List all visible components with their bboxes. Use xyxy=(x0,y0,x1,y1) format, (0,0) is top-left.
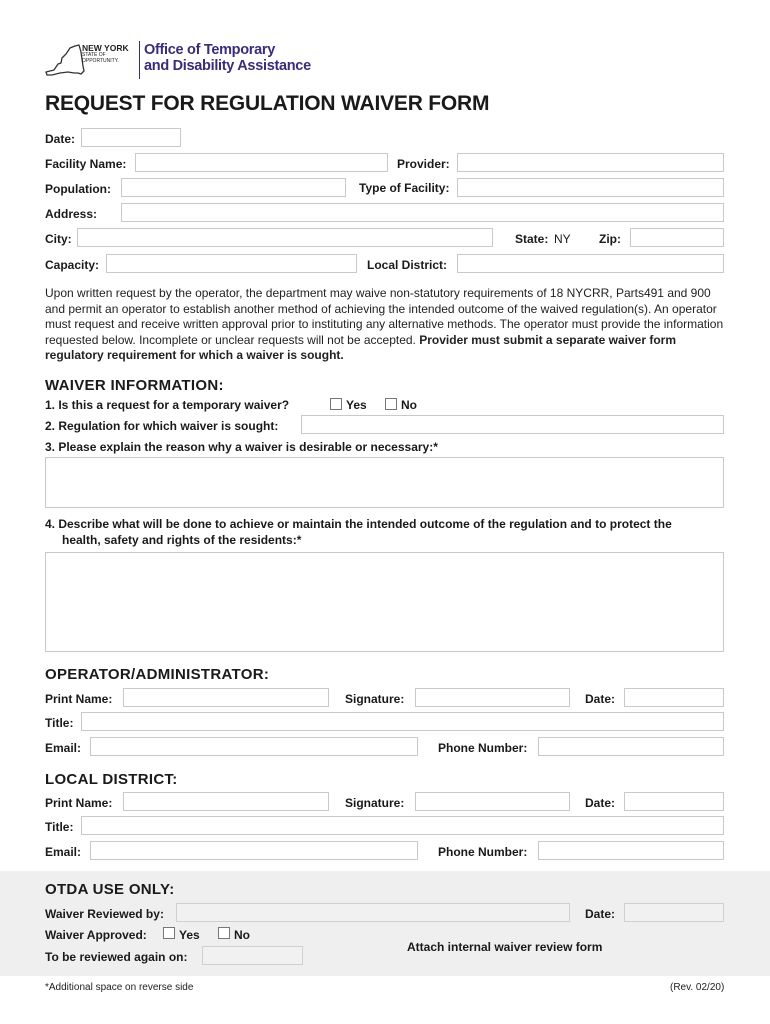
district-title-field[interactable] xyxy=(81,816,724,835)
operator-date-input[interactable] xyxy=(625,689,723,706)
form-title: REQUEST FOR REGULATION WAIVER FORM xyxy=(45,92,490,115)
q2-label: 2. Regulation for which waiver is sought: xyxy=(45,419,279,433)
approved-no-label: No xyxy=(234,928,250,942)
approved-yes-checkbox[interactable] xyxy=(163,927,175,939)
operator-phone-field[interactable] xyxy=(538,737,724,756)
city-field[interactable] xyxy=(77,228,493,247)
waiver-information-heading: WAIVER INFORMATION: xyxy=(45,377,224,394)
reviewed-by-label: Waiver Reviewed by: xyxy=(45,907,164,921)
instructions-paragraph xyxy=(45,286,730,364)
operator-email-field[interactable] xyxy=(90,737,418,756)
district-date-field[interactable] xyxy=(624,792,724,811)
capacity-input[interactable] xyxy=(107,255,356,272)
provider-label: Provider: xyxy=(397,157,450,171)
district-print-name-field[interactable] xyxy=(123,792,329,811)
otda-date-label: Date: xyxy=(585,907,616,921)
operator-print-name-label: Print Name: xyxy=(45,692,113,706)
state-label: State: xyxy=(515,232,549,246)
attach-review-form-note: Attach internal waiver review form xyxy=(407,940,603,954)
temporary-yes-checkbox[interactable] xyxy=(330,398,342,410)
waiver-approved-label: Waiver Approved: xyxy=(45,928,147,942)
district-email-field[interactable] xyxy=(90,841,418,860)
state-line-3: OPPORTUNITY. xyxy=(82,58,119,64)
facility-name-input[interactable] xyxy=(136,154,387,171)
population-label: Population: xyxy=(45,182,111,196)
type-of-facility-field[interactable] xyxy=(457,178,724,197)
zip-input[interactable] xyxy=(631,229,723,246)
operator-print-name-input[interactable] xyxy=(124,689,328,706)
operator-phone-input[interactable] xyxy=(539,738,723,755)
city-label: City: xyxy=(45,232,72,246)
agency-logo xyxy=(44,40,314,82)
instructions-text: Upon written request by the operator, the department may waive non-statutory requirements of 18 NYCRR, Parts491 and 900 and permit an operator to establish another method of achieving the intended outcome of the waived regulation(s). An operator must request and receive written approval prior to instituting any alternative methods. The operator must provide the information requested below. Incomplete or unclear requests will not be accepted. xyxy=(45,286,724,347)
local-district-field[interactable] xyxy=(457,254,724,273)
district-phone-field[interactable] xyxy=(538,841,724,860)
revision-label: (Rev. 02/20) xyxy=(670,982,725,993)
district-signature-input[interactable] xyxy=(416,793,569,810)
provider-field[interactable] xyxy=(457,153,724,172)
district-print-name-label: Print Name: xyxy=(45,796,113,810)
footer-note: *Additional space on reverse side xyxy=(45,982,194,993)
local-district-heading: LOCAL DISTRICT: xyxy=(45,771,178,788)
operator-heading: OPERATOR/ADMINISTRATOR: xyxy=(45,666,270,683)
q1-label: 1. Is this a request for a temporary waiver? xyxy=(45,398,290,412)
otda-heading: OTDA USE ONLY: xyxy=(45,881,175,898)
operator-title-field[interactable] xyxy=(81,712,724,731)
agency-line-1: Office of Temporary xyxy=(144,42,276,58)
agency-wordmark xyxy=(144,42,311,74)
date-input[interactable] xyxy=(82,129,180,146)
operator-signature-field[interactable] xyxy=(415,688,570,707)
district-title-input[interactable] xyxy=(82,817,723,834)
district-print-name-input[interactable] xyxy=(124,793,328,810)
q4-label-line2: health, safety and rights of the residents:* xyxy=(62,533,302,547)
date-label: Date: xyxy=(45,132,76,146)
provider-input[interactable] xyxy=(458,154,723,171)
instructions-bold-text: Provider must submit a separate waiver form regulatory requirement for which a waiver is sought. xyxy=(45,332,676,362)
operator-print-name-field[interactable] xyxy=(123,688,329,707)
district-signature-field[interactable] xyxy=(415,792,570,811)
type-of-facility-label: Type of Facility: xyxy=(359,181,450,195)
temporary-no-checkbox[interactable] xyxy=(385,398,397,410)
regulation-input[interactable] xyxy=(302,416,723,433)
review-again-label: To be reviewed again on: xyxy=(45,950,188,964)
zip-field[interactable] xyxy=(630,228,724,247)
reason-textarea[interactable] xyxy=(45,457,724,508)
address-label: Address: xyxy=(45,207,98,221)
outcome-textarea[interactable] xyxy=(45,552,724,652)
regulation-field[interactable] xyxy=(301,415,724,434)
address-input[interactable] xyxy=(122,204,723,221)
agency-line-2: and Disability Assistance xyxy=(144,58,311,74)
approved-no-checkbox[interactable] xyxy=(218,927,230,939)
temporary-no-label: No xyxy=(401,398,417,412)
zip-label: Zip: xyxy=(599,232,621,246)
review-again-field[interactable] xyxy=(202,946,303,965)
review-again-input[interactable] xyxy=(203,947,302,964)
operator-signature-label: Signature: xyxy=(345,692,405,706)
reviewed-by-field[interactable] xyxy=(176,903,570,922)
facility-name-field[interactable] xyxy=(135,153,388,172)
operator-phone-label: Phone Number: xyxy=(438,741,528,755)
otda-date-field[interactable] xyxy=(624,903,724,922)
district-date-label: Date: xyxy=(585,796,616,810)
otda-date-input[interactable] xyxy=(625,904,723,921)
district-email-input[interactable] xyxy=(91,842,417,859)
operator-signature-input[interactable] xyxy=(416,689,569,706)
operator-date-field[interactable] xyxy=(624,688,724,707)
operator-title-label: Title: xyxy=(45,716,74,730)
temporary-yes-label: Yes xyxy=(346,398,367,412)
type-of-facility-input[interactable] xyxy=(458,179,723,196)
capacity-label: Capacity: xyxy=(45,258,100,272)
district-phone-label: Phone Number: xyxy=(438,845,528,859)
state-line-1: NEW YORK xyxy=(82,43,129,53)
operator-email-input[interactable] xyxy=(91,738,417,755)
approved-yes-label: Yes xyxy=(179,928,200,942)
district-email-label: Email: xyxy=(45,845,82,859)
operator-email-label: Email: xyxy=(45,741,82,755)
local-district-label: Local District: xyxy=(367,258,448,272)
state-line-2: STATE OF xyxy=(82,52,106,58)
district-title-label: Title: xyxy=(45,820,74,834)
city-input[interactable] xyxy=(78,229,492,246)
q4-label-line1: 4. Describe what will be done to achieve or maintain the intended outcome of the regulation and to protect the xyxy=(45,517,672,531)
address-field[interactable] xyxy=(121,203,724,222)
local-district-input[interactable] xyxy=(458,255,723,272)
operator-date-label: Date: xyxy=(585,692,616,706)
date-field[interactable] xyxy=(81,128,181,147)
population-field[interactable] xyxy=(121,178,346,197)
district-signature-label: Signature: xyxy=(345,796,405,810)
q3-label: 3. Please explain the reason why a waiver is desirable or necessary:* xyxy=(45,440,438,454)
district-phone-input[interactable] xyxy=(539,842,723,859)
logo-divider xyxy=(139,41,140,79)
capacity-field[interactable] xyxy=(106,254,357,273)
state-value: NY xyxy=(554,232,571,246)
population-input[interactable] xyxy=(122,179,345,196)
state-wordmark xyxy=(82,44,129,64)
facility-name-label: Facility Name: xyxy=(45,157,127,171)
district-date-input[interactable] xyxy=(625,793,723,810)
operator-title-input[interactable] xyxy=(82,713,723,730)
reviewed-by-input[interactable] xyxy=(177,904,569,921)
